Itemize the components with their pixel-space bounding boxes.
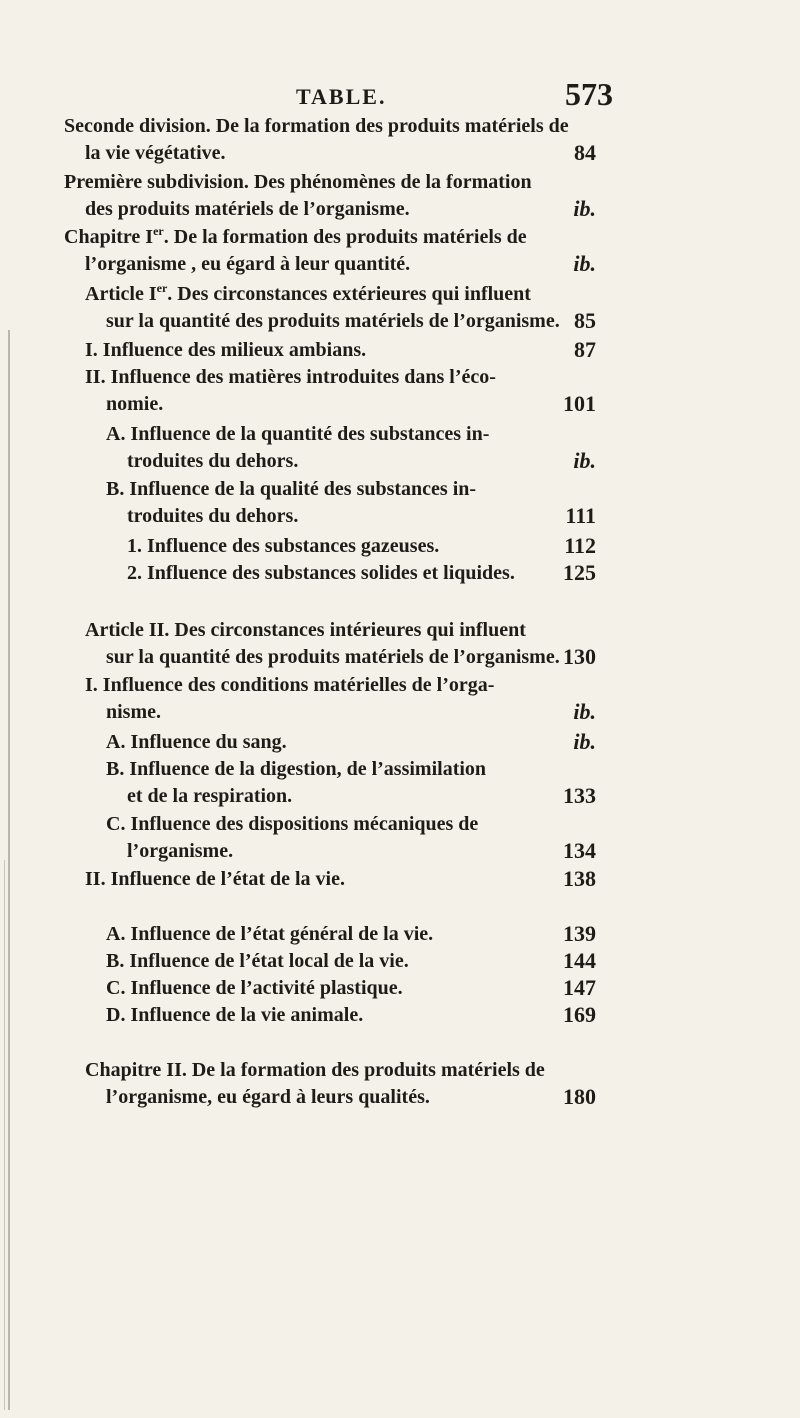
toc-entry-text: . De la formation des produits matériels de bbox=[163, 226, 527, 248]
toc-page-number: 85 bbox=[574, 308, 596, 333]
toc-entry-line bbox=[127, 449, 298, 473]
toc-entry-prefix: Chapitre I bbox=[64, 226, 154, 248]
toc-entry-line bbox=[106, 700, 161, 724]
page-edge-shadow bbox=[8, 330, 10, 1410]
toc-entry-line bbox=[64, 170, 532, 194]
toc-entry-line bbox=[85, 338, 366, 362]
toc-entry-line bbox=[85, 673, 494, 697]
toc-entry-text: sur la quantité des produits matériels de l’organisme. bbox=[106, 310, 560, 332]
toc-page-number: 101 bbox=[563, 391, 596, 416]
toc-entry-line bbox=[106, 1085, 430, 1109]
toc-entry-superscript: er bbox=[156, 281, 168, 295]
toc-entry-text: Chapitre II. De la formation des produits matériels de bbox=[85, 1059, 545, 1081]
page-edge-shadow-secondary bbox=[4, 860, 5, 1410]
toc-page-number: ib. bbox=[573, 196, 596, 221]
toc-entry-line bbox=[127, 561, 515, 585]
toc-page-number: 125 bbox=[563, 560, 596, 585]
toc-entry-line bbox=[106, 976, 403, 1000]
toc-page-number: ib. bbox=[573, 448, 596, 473]
toc-page-number: 147 bbox=[563, 975, 596, 1000]
header-title: TABLE. bbox=[296, 84, 387, 109]
toc-entry-text: A. Influence de l’état général de la vie. bbox=[106, 923, 434, 945]
toc-entry-text: II. Influence des matières introduites dans l’éco- bbox=[85, 366, 496, 388]
toc-entry-line bbox=[127, 839, 233, 863]
toc-page-number: ib. bbox=[573, 699, 596, 724]
toc-entry-text: sur la quantité des produits matériels de l’organisme. bbox=[106, 646, 560, 668]
toc-page-number: ib. bbox=[573, 729, 596, 754]
toc-entry-text: nomie. bbox=[106, 393, 164, 415]
toc-entry-text: B. Influence de la qualité des substances in- bbox=[106, 478, 477, 500]
toc-page-number: 130 bbox=[563, 644, 596, 669]
toc-page-number: 139 bbox=[563, 921, 596, 946]
toc-entry-text: C. Influence de l’activité plastique. bbox=[106, 977, 403, 999]
toc-page-number: 180 bbox=[563, 1084, 596, 1109]
toc-page-number: 133 bbox=[563, 783, 596, 808]
toc-entry-line bbox=[106, 1003, 363, 1027]
toc-entry-text: l’organisme, eu égard à leurs qualités. bbox=[106, 1086, 430, 1108]
toc-entry-text: D. Influence de la vie animale. bbox=[106, 1004, 364, 1026]
toc-page-number: ib. bbox=[573, 251, 596, 276]
toc-page-number: 134 bbox=[563, 838, 596, 863]
toc-entry-line bbox=[85, 618, 526, 642]
toc-entry-text: l’organisme , eu égard à leur quantité. bbox=[85, 253, 411, 275]
toc-entry-text: Première subdivision. Des phénomènes de la formation bbox=[64, 171, 532, 193]
toc-entry-text: troduites du dehors. bbox=[127, 505, 299, 527]
toc-entry-line bbox=[85, 867, 345, 891]
toc-entry-text: nisme. bbox=[106, 701, 161, 723]
toc-entry-text: A. Influence de la quantité des substances in- bbox=[106, 423, 490, 445]
toc-entry-line bbox=[85, 197, 410, 221]
toc-entry-line bbox=[106, 392, 163, 416]
toc-entry-text: A. Influence du sang. bbox=[106, 731, 287, 753]
toc-entry-line bbox=[64, 114, 569, 138]
toc-page-number: 138 bbox=[563, 866, 596, 891]
toc-entry-line bbox=[106, 949, 409, 973]
toc-entry-text: II. Influence de l’état de la vie. bbox=[85, 868, 345, 890]
toc-page-number: 111 bbox=[565, 503, 596, 528]
toc-entry-line bbox=[106, 309, 560, 333]
toc-entry-text: troduites du dehors. bbox=[127, 450, 299, 472]
toc-entry-line bbox=[85, 1058, 545, 1082]
toc-page-number: 84 bbox=[574, 140, 596, 165]
toc-entry-text: 1. Influence des substances gazeuses. bbox=[127, 535, 440, 557]
toc-entry-line bbox=[106, 730, 287, 754]
toc-entry-text: Article II. Des circonstances intérieures qui influent bbox=[85, 619, 526, 641]
toc-page-number: 112 bbox=[564, 533, 596, 558]
toc-page-number: 144 bbox=[563, 948, 596, 973]
toc-entry-line bbox=[106, 757, 486, 781]
toc-entry-line bbox=[106, 422, 489, 446]
toc-entry-line bbox=[85, 365, 496, 389]
toc-entry-text: la vie végétative. bbox=[85, 142, 226, 164]
toc-entry-line bbox=[127, 534, 439, 558]
toc-entry-text: 2. Influence des substances solides et liquides. bbox=[127, 562, 515, 584]
toc-entry-line bbox=[106, 477, 476, 501]
toc-entry-line bbox=[106, 922, 433, 946]
toc-entry-text: I. Influence des milieux ambians. bbox=[85, 339, 367, 361]
toc-entry-line bbox=[85, 282, 531, 306]
toc-entry-line bbox=[85, 141, 226, 165]
toc-entry-text: B. Influence de la digestion, de l’assimilation bbox=[106, 758, 487, 780]
toc-entry-text: C. Influence des dispositions mécaniques de bbox=[106, 813, 479, 835]
toc-entry-superscript: er bbox=[153, 224, 164, 238]
toc-page-number: 87 bbox=[574, 337, 596, 362]
toc-entry-text: B. Influence de l’état local de la vie. bbox=[106, 950, 409, 972]
toc-entry-prefix: Article I bbox=[85, 283, 157, 305]
toc-entry-text: Seconde division. De la formation des produits matériels de bbox=[64, 115, 569, 137]
toc-entry-line bbox=[106, 812, 478, 836]
toc-entry-text: . Des circonstances extérieures qui influent bbox=[167, 283, 531, 305]
toc-entry-line bbox=[64, 225, 527, 249]
toc-entry-text: des produits matériels de l’organisme. bbox=[85, 198, 410, 220]
toc-entry-text: I. Influence des conditions matérielles de l’orga- bbox=[85, 674, 495, 696]
toc-entry-line bbox=[106, 645, 560, 669]
toc-entry-line bbox=[127, 784, 292, 808]
toc-entry-line bbox=[85, 252, 410, 276]
toc-entry-text: l’organisme. bbox=[127, 840, 234, 862]
toc-entry-line bbox=[127, 504, 298, 528]
toc-entry-text: et de la respiration. bbox=[127, 785, 293, 807]
toc-page-number: 169 bbox=[563, 1002, 596, 1027]
header-page-number: 573 bbox=[565, 76, 613, 112]
